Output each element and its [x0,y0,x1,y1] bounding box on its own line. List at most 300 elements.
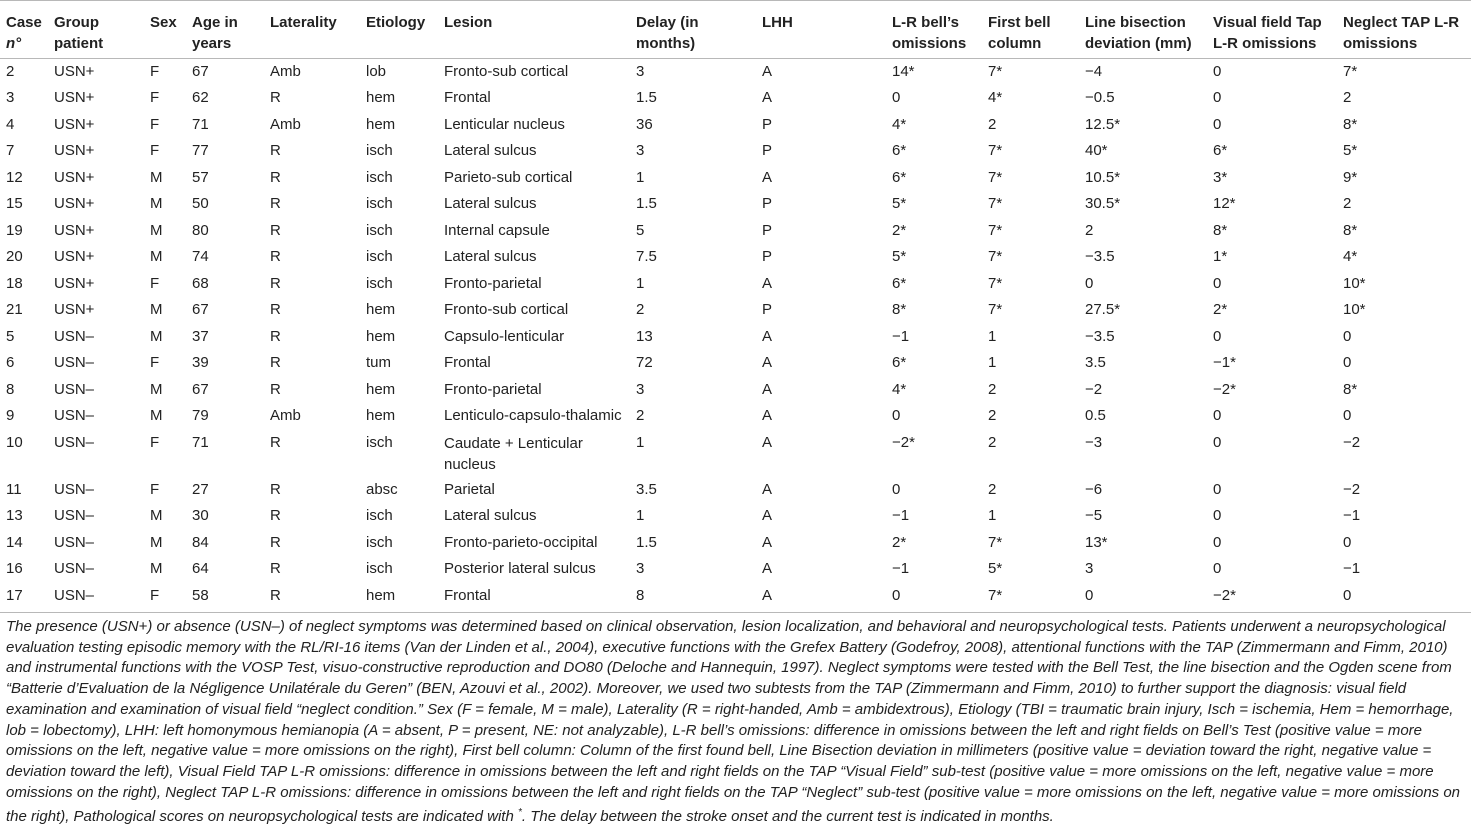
table-cell: 62 [192,89,209,106]
table-cell: 2 [636,407,645,424]
table-cell: USN+ [54,142,95,159]
table-cell: 16 [6,560,23,577]
table-cell: 1 [988,354,997,371]
table-cell: Lenticulo-capsulo-thalamic [444,407,622,424]
column-header [48,1,144,59]
table-cell: 0 [1213,407,1222,424]
table-cell: A [762,480,773,498]
table-cell: P [762,142,773,159]
column-header-line: Delay (in [636,14,699,31]
table-cell: 7* [988,221,1003,239]
table-cell: R [270,507,281,524]
table-row [0,85,1471,112]
table-row [0,59,1471,86]
table-cell: 77 [192,142,209,159]
table-cell: 7* [1343,63,1358,80]
table-cell: M [150,380,163,398]
table-cell: 2 [988,115,997,133]
table-cell: 6* [892,354,907,371]
table-cell: 12.5* [1085,115,1121,133]
table-cell: P [762,115,773,133]
table-cell: isch [366,195,393,212]
table-cell: 8 [630,583,756,613]
table-cell: 6* [892,168,907,186]
table-cell: 13* [1085,533,1108,551]
table-cell: Lateral sulcus [444,248,537,265]
table-cell: 2 [988,433,997,451]
column-header [144,1,186,59]
table-cell: isch [366,274,393,292]
table-cell: 14 [6,533,23,551]
table-cell: 18 [6,274,23,292]
table-cell: −1 [892,507,910,524]
table-cell: isch [366,533,393,551]
table-cell: 1 [636,507,645,524]
table-cell: 0 [1079,583,1207,613]
column-header-line: column [988,35,1042,52]
table-cell: 57 [192,168,209,186]
table-cell: 2* [892,533,907,551]
table-cell: Lateral sulcus [444,507,537,524]
table-cell: 5* [892,195,907,212]
table-cell: 40* [1085,142,1108,159]
footnote-main: The presence (USN+) or absence (USN–) of neglect symptoms was determined based on clinical observation, lesion localization, and behavioral and neuropsychological tests. Patients underwent a neuropsychological evaluation testing episodic memory with the RL/RI-16 items (Van der Linden et al., 2004), executive functions with the Grefex Battery (Godefroy, 2008), attentional functions with the TAP (Zimmermann and Fimm, 2010) and instrumental functions with the VOSP Test, visuo-constructive reproduction and DO80 (Deloche and Hannequin, 1997). Neglect symptoms were tested with the Bell Test, the line bisection and the Ogden scene from “Batterie d’Evaluation de la Négligence Unilatérale du Geren” (BEN, Azouvi et al., 2002). Moreover, we used two subtests from the TAP (Zimmermann and Fimm, 2010) to further support the diagnosis: visual field examination and examination of visual field “neglect condition.” Sex (F = female, M = male), Laterality (R = right-handed, Amb = ambidextrous), Etiology (TBI = traumatic brain injury, Isch = ischemia, Hem = hemorrhage, lob = lobectomy), LHH: left homonymous hemianopia (A = absent, P = present, NE: not analyzable), L-R bell’s omissions: difference in omissions between the left and right fields on Bell’s Test (positive value = more omissions on the left, negative value = more omissions on the right), First bell column: Column of the first found bell, Line Bisection deviation in millimeters (positive value = deviation toward the right, negative value = deviation toward the left), Visual Field TAP L-R omissions: difference in omissions between the left and right fields on the TAP “Visual Field” sub-test (positive value = more omissions on the left, negative value = more omissions on the right), Neglect TAP L-R omissions: difference in omissions between the left and right fields on the TAP “Neglect” sub-test (positive value = more omissions on the left, negative value = more omissions on the right), Pathological scores on neuropsychological tests are indicated with [6,618,1461,826]
table-cell: 27.5* [1085,301,1121,318]
table-cell: Lenticular nucleus [444,115,565,133]
table-cell: 0 [1213,63,1222,80]
table-cell: 7* [988,195,1003,212]
column-header-line: Neglect TAP L-R [1343,14,1460,31]
column-header-line: L-R omissions [1213,35,1317,52]
table-cell: M [150,560,163,577]
column-header-line: omissions [1343,35,1418,52]
table-cell: 71 [192,115,209,133]
table-cell: −2* [1213,380,1236,398]
table-cell: −3 [1085,433,1103,451]
table-cell: 27 [192,480,209,498]
table-row [0,112,1471,139]
table-cell: R [270,195,281,212]
table-cell: Fronto-parieto-occipital [444,533,598,551]
table-row [0,403,1471,430]
table-cell: 5* [1343,142,1358,159]
table-cell: R [270,301,281,318]
table-cell: Capsulo-lenticular [444,327,565,345]
table-cell: Amb [270,115,301,133]
table-cell: 79 [192,407,209,424]
table-cell: 0 [1213,274,1222,292]
table-cell: 37 [192,327,209,345]
table-cell: R [270,221,281,239]
column-header [756,1,886,59]
table-cell: Parieto-sub cortical [444,168,573,186]
table-cell: 11 [6,480,22,498]
table-row [0,165,1471,192]
table-cell: −2 [1343,433,1361,451]
table-row [0,350,1471,377]
table-cell: Frontal [444,89,491,106]
table-cell: F [144,583,186,613]
table-cell: 20 [6,248,23,265]
table-cell: Lateral sulcus [444,195,537,212]
table-cell: R [270,533,281,551]
column-header [264,1,360,59]
table-cell: 1* [1213,248,1228,265]
table-cell: Fronto-sub cortical [444,301,569,318]
table-cell: 3 [636,63,645,80]
table-cell: 12* [1213,195,1236,212]
table-cell: 2* [1213,301,1228,318]
table-cell: 0 [1343,327,1352,345]
table-cell: 0 [1343,407,1352,424]
table-cell: 2* [892,221,907,239]
table-cell: −2* [892,433,915,451]
table-cell: 2 [636,301,645,318]
table-row [0,583,1471,613]
table-cell: tum [366,354,392,371]
table-cell: USN– [54,533,95,551]
table-cell: −1* [1213,354,1236,371]
table-cell: 64 [192,560,209,577]
table-cell: 5* [988,560,1003,577]
table-cell: absc [366,480,398,498]
table-cell: R [270,142,281,159]
table-footnote [0,613,1471,828]
table-cell: 0 [892,480,901,498]
table-cell: USN+ [54,221,95,239]
table-cell: 2 [988,380,997,398]
table-cell: 6 [6,354,15,371]
column-header-line: years [192,35,232,52]
column-header-line: months) [636,35,696,52]
table-cell: USN+ [54,248,95,265]
table-cell: M [150,407,163,424]
table-cell: R [270,274,281,292]
table-cell: USN– [54,480,95,498]
table-cell: F [150,433,160,451]
column-header-line: Etiology [366,14,426,31]
table-cell: isch [366,507,393,524]
table-cell: 68 [192,274,209,292]
table-cell: A [762,327,773,345]
table-cell: USN+ [54,168,95,186]
table-cell: R [270,480,281,498]
table-cell: 8* [1343,221,1358,239]
table-cell: 3* [1213,168,1228,186]
table-row [0,377,1471,404]
table-cell: USN– [48,583,144,613]
table-cell: USN– [54,507,95,524]
table-cell: 1 [988,327,997,345]
column-header-line: deviation (mm) [1085,35,1192,52]
table-cell: −0.5 [1085,89,1115,106]
table-cell: R [270,168,281,186]
column-header-line: Lesion [444,14,493,31]
table-cell: 39 [192,354,209,371]
table-cell: 30.5* [1085,195,1121,212]
table-cell: 19 [6,221,23,239]
table-cell: 0 [892,89,901,106]
table-cell: 9* [1343,168,1358,186]
table-cell: M [150,507,163,524]
table-cell: hem [366,380,396,398]
table-cell: 0 [1213,560,1222,577]
table-cell: 74 [192,248,209,265]
table-cell: Fronto-parietal [444,274,542,292]
table-cell: 0 [1213,480,1222,498]
table-cell: USN– [54,407,95,424]
table-cell: R [270,248,281,265]
table-cell: A [762,354,773,371]
table-cell: 30 [192,507,209,524]
table-cell: 5 [636,221,645,239]
column-header-line: First bell [988,14,1051,31]
table-cell: R [264,583,360,613]
table-cell: F [150,89,160,106]
table-cell: USN+ [54,115,95,133]
table-cell: 5* [892,248,907,265]
table-row [0,138,1471,165]
table-cell: 1 [636,433,645,451]
table-cell: 2 [988,480,997,498]
table-cell: 13 [6,507,23,524]
table-cell: 10.5* [1085,168,1121,186]
table-cell: 3 [636,560,645,577]
table-cell: 7* [988,301,1003,318]
table-cell: M [150,221,163,239]
table-cell: 0 [1213,115,1222,133]
table-cell: hem [366,407,396,424]
table-cell: 7* [988,63,1003,80]
table-cell: P [762,221,773,239]
table-cell: 3 [1085,560,1094,577]
table-cell: hem [366,301,396,318]
table-cell: −4 [1085,63,1103,80]
table-cell: Parietal [444,480,495,498]
table-cell: lob [366,63,387,80]
table-cell: A [762,89,773,106]
table-cell: 80 [192,221,209,239]
table-cell: 0 [1085,274,1094,292]
table-row [0,191,1471,218]
table-cell: 14* [892,63,915,80]
table-cell: R [270,433,281,451]
table-row [0,271,1471,298]
table-cell: 1 [636,274,645,292]
table-cell: USN+ [54,274,95,292]
table-cell: A [762,533,773,551]
table-cell: M [150,168,163,186]
table-cell: 0.5 [1085,407,1106,424]
table-cell: 8* [1213,221,1228,239]
table-cell: 4* [892,115,907,133]
table-cell: M [150,248,163,265]
table-cell: P [762,301,773,318]
table-row [0,477,1471,504]
table-cell: 13 [636,327,653,345]
column-header [1079,1,1207,59]
column-header [982,1,1079,59]
table-cell: F [150,354,160,371]
table-cell: F [150,63,160,80]
table-cell: R [270,327,281,345]
table-cell: 6* [892,142,907,159]
table-cell: 2 [1343,89,1352,106]
table-cell: A [762,507,773,524]
table-cell: −2 [1085,380,1103,398]
table-cell: 10* [1343,301,1366,318]
table-cell: hem [366,89,396,106]
table-cell: Lateral sulcus [444,142,537,159]
table-row [0,556,1471,583]
table-cell: −3.5 [1085,248,1115,265]
table-cell: 10* [1343,274,1366,292]
table-cell: 71 [192,433,209,451]
table-cell: 36 [636,115,653,133]
table-cell: 7* [982,583,1079,613]
column-header-line: patient [54,35,104,52]
table-cell: M [150,195,163,212]
table-row [0,430,1471,477]
table-row [0,324,1471,351]
table-cell: A [762,380,773,398]
table-cell: Amb [270,407,301,424]
table-cell: 4* [1343,248,1358,265]
table-cell: 9 [6,407,15,424]
table-cell: 0 [1343,533,1352,551]
table-cell: 0 [892,407,901,424]
table-cell: USN+ [54,195,95,212]
table-cell: 2 [6,63,15,80]
footnote-marker: * [517,807,522,819]
table-cell: 8* [892,301,907,318]
table-cell: M [150,533,163,551]
table-cell: P [762,248,773,265]
table-cell: 72 [636,354,653,371]
table-cell: 0 [1213,327,1222,345]
table-cell: 4* [892,380,907,398]
table-cell: 4* [988,89,1003,106]
table-row [0,503,1471,530]
table-cell: 4 [6,115,15,133]
table-cell: R [270,354,281,371]
table-cell: 50 [192,195,209,212]
table-cell: 67 [192,63,209,80]
footnote-tail: . The delay between the stroke onset and the current test is indicated in months. [521,808,1054,826]
column-header-line: n° [6,35,22,52]
column-header [886,1,982,59]
table-cell: 67 [192,380,209,398]
table-cell: A [762,168,773,186]
table-cell: Frontal [438,583,630,613]
table-cell: M [150,327,163,345]
table-cell: isch [366,142,393,159]
table-cell: 2 [988,407,997,424]
table-cell: −2 [1343,480,1361,498]
table-cell: Caudate + Lenticular nucleus [444,434,583,473]
table-cell: 3 [636,380,645,398]
table-cell: −3.5 [1085,327,1115,345]
table-row [0,297,1471,324]
table-cell: F [150,115,160,133]
table-cell: 67 [192,301,209,318]
table-cell: R [270,89,281,106]
table-cell: 58 [186,583,264,613]
table-cell: 1.5 [636,195,657,212]
table-cell: 6* [1213,142,1228,159]
column-header [186,1,264,59]
table-cell: 6* [892,274,907,292]
table-cell: Fronto-parietal [444,380,542,398]
table-cell: USN+ [54,89,95,106]
table-cell: 15 [6,195,23,212]
column-header [0,1,48,59]
table-cell: A [762,560,773,577]
table-cell: Posterior lateral sulcus [444,560,596,577]
table-cell: isch [366,168,393,186]
table-cell: Fronto-sub cortical [444,63,569,80]
table-cell: A [756,583,886,613]
table-cell: 3.5 [636,480,657,498]
column-header-line: Age in [192,14,238,31]
table-cell: 7 [6,142,15,159]
table-cell: hem [366,115,396,133]
table-cell: 2 [1343,195,1352,212]
table-cell: P [762,195,773,212]
table-cell: 3.5 [1085,354,1106,371]
table-cell: M [150,301,163,318]
table-cell: 2 [1085,221,1094,239]
table-cell: USN– [54,380,95,398]
column-header-line: omissions [892,35,967,52]
table-cell: 0 [1213,533,1222,551]
table-cell: 8 [6,380,15,398]
column-header-line: LHH [762,14,793,31]
table-cell: A [762,63,773,80]
column-header [630,1,756,59]
table-cell: −1 [892,560,910,577]
table-cell: 21 [6,301,23,318]
table-cell: 7* [988,274,1003,292]
table-cell: Amb [270,63,301,80]
table-cell: 12 [6,168,23,186]
table-cell: 7.5 [636,248,657,265]
table-cell: F [150,142,160,159]
table-cell: 7* [988,533,1003,551]
table-cell: 0 [886,583,982,613]
table-cell: 10 [6,433,23,451]
column-header [1337,1,1471,59]
table-cell: 3 [6,89,15,106]
column-header-line: Case [6,14,42,31]
table-cell: 8* [1343,380,1358,398]
table-cell: −2* [1207,583,1337,613]
table-cell: USN– [54,433,95,451]
table-cell: 7* [988,168,1003,186]
table-row [0,244,1471,271]
table-cell: A [762,274,773,292]
table-cell: USN– [54,354,95,371]
table-cell: Internal capsule [444,221,550,239]
table-cell: 0 [1343,354,1352,371]
table-cell: F [150,480,160,498]
table-cell: hem [360,583,438,613]
column-header-line: L-R bell’s [892,14,959,31]
table-cell: 7* [988,142,1003,159]
table-cell: isch [366,433,393,451]
table-cell: 0 [1213,507,1222,524]
column-header [360,1,438,59]
